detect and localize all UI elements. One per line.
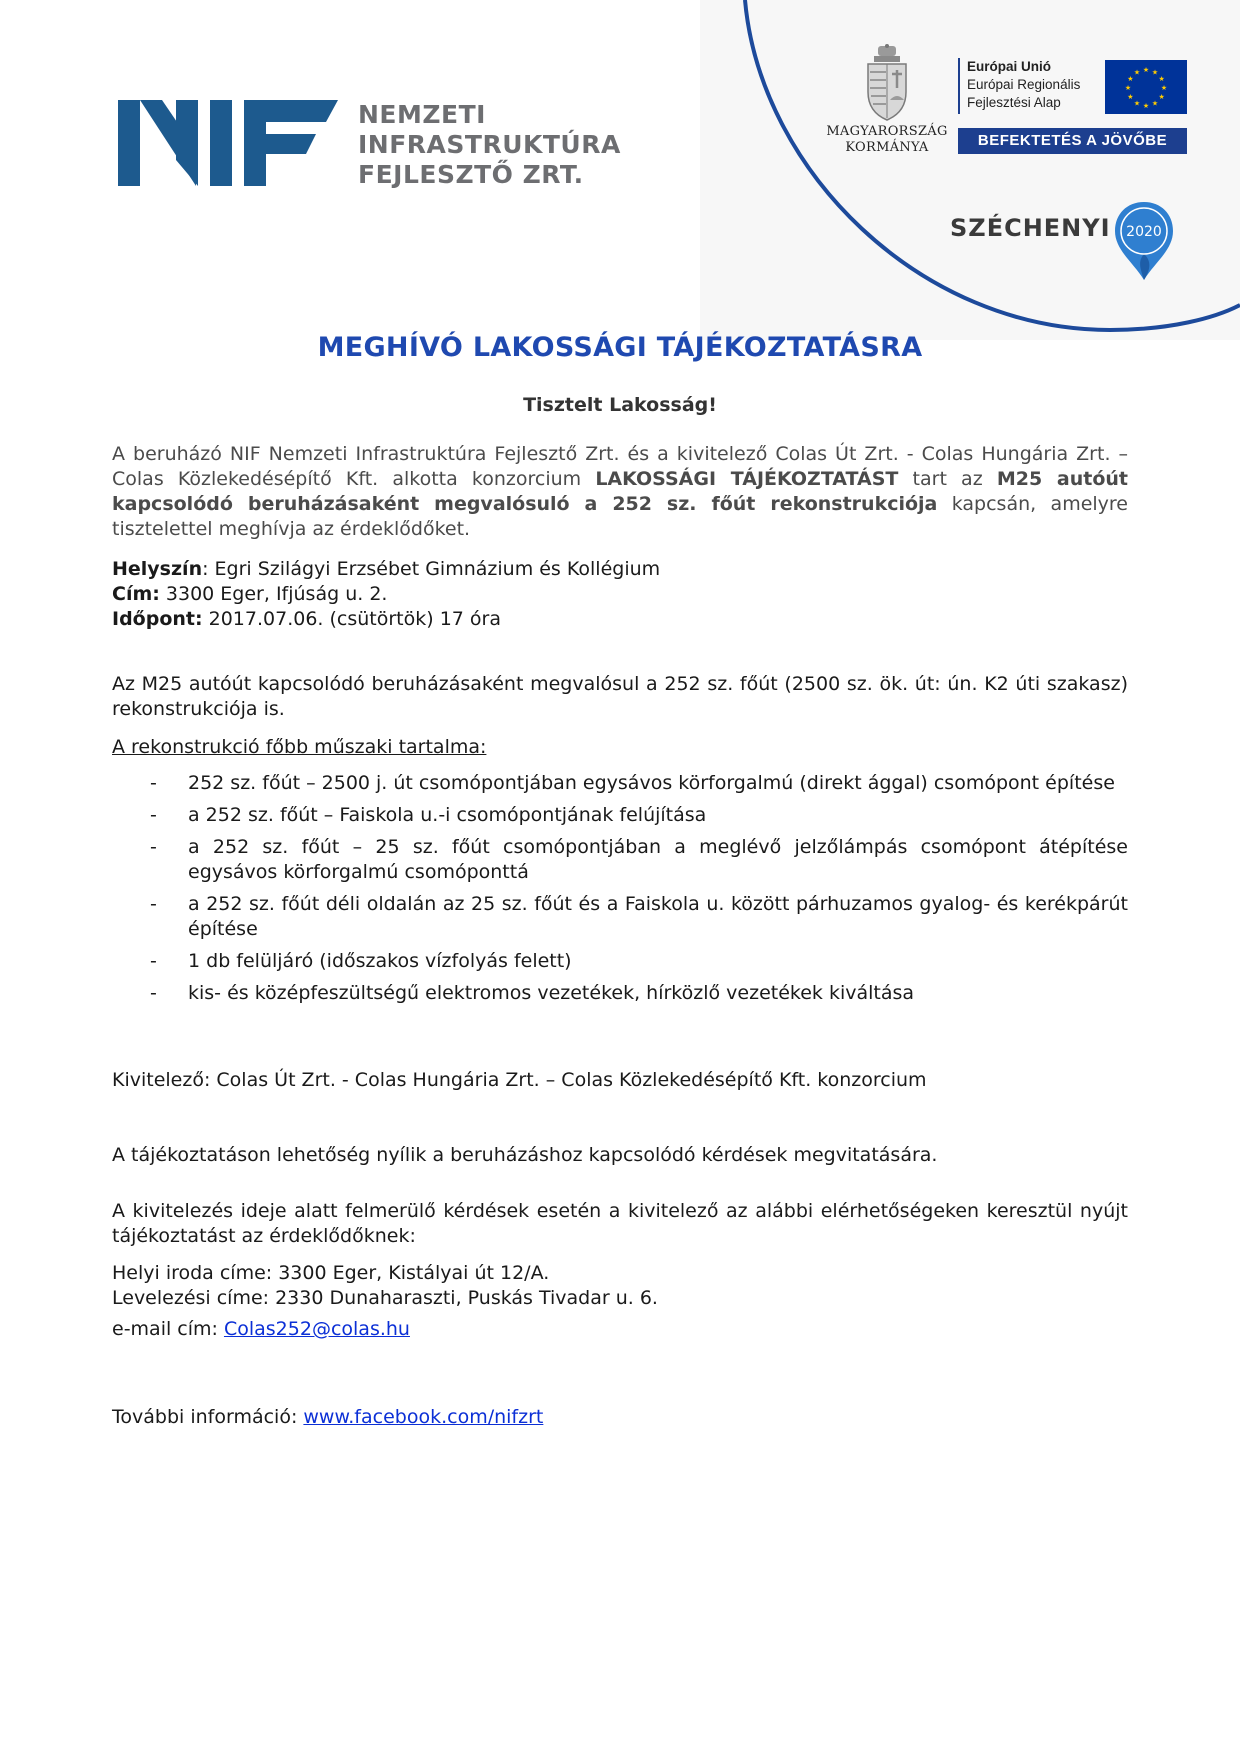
eu-divider	[958, 58, 960, 114]
svg-text:★: ★	[1127, 75, 1134, 83]
time-value: 2017.07.06. (csütörtök) 17 óra	[202, 608, 502, 630]
szechenyi-label: SZÉCHENYI	[950, 214, 1111, 242]
time-row	[112, 607, 1128, 632]
eu-slogan-banner: BEFEKTETÉS A JÖVŐBE	[958, 128, 1187, 154]
location-row	[112, 557, 1128, 582]
contact-intro: A kivitelezés ideje alatt felmerülő kérdések esetén a kivitelező az alábbi elérhetőségeken keresztül nyújt tájékoztatást az érdeklődőknek:	[112, 1200, 1128, 1247]
more-info-label: További információ:	[112, 1406, 304, 1428]
svg-text:★: ★	[1127, 93, 1134, 101]
nif-name-line-1: NEMZETI	[358, 100, 486, 129]
intro-bold-2: M25 autóút kapcsolódó beruházásaként megvalósuló a 252 sz. főút rekonstrukciója	[112, 468, 1129, 515]
list-item	[112, 892, 1128, 942]
work-item-text: a 252 sz. főút – Faiskola u.-i csomópontjának felújítása	[188, 804, 707, 826]
works-list	[112, 771, 1128, 1013]
email-label: e-mail cím:	[112, 1318, 224, 1340]
email-link[interactable]: Colas252@colas.hu	[223, 1318, 410, 1340]
more-info-row	[112, 1405, 1128, 1430]
list-item	[112, 771, 1128, 796]
intro-text-1: A beruházó NIF Nemzeti Infrastruktúra Fejlesztő Zrt. és a kivitelező Colas Út Zrt. - Colas Hungária Zrt. – Colas Közlekedésépítő Kft. alkotta konzorcium	[112, 443, 1128, 490]
intro-bold-1: LAKOSSÁGI TÁJÉKOZTATÁST	[595, 468, 899, 490]
nif-logo-icon	[118, 100, 338, 190]
location-label: Helyszín	[112, 558, 203, 580]
svg-text:★: ★	[1142, 66, 1150, 74]
contact-details	[112, 1261, 1128, 1342]
intro-text-3: kapcsán, amelyre tisztelettel meghívja az érdeklődőket.	[112, 493, 1128, 540]
facebook-link[interactable]: www.facebook.com/nifzrt	[303, 1406, 544, 1428]
bullet-dash: -	[150, 893, 157, 915]
summary-paragraph: Az M25 autóút kapcsolódó beruházásaként megvalósul a 252 sz. főút (2500 sz. ök. út: ún. K2 úti szakasz) rekonstrukciója is.	[112, 673, 1128, 720]
szechenyi-year: 2020	[1126, 224, 1162, 240]
list-item	[112, 803, 1128, 828]
address-row	[112, 582, 1128, 607]
svg-text:★: ★	[1158, 75, 1165, 83]
nif-name-line-3: FEJLESZTŐ ZRT.	[358, 160, 584, 189]
discussion-line: A tájékoztatáson lehetőség nyílik a beruházáshoz kapcsolódó kérdések megvitatására.	[112, 1144, 938, 1166]
svg-text:★: ★	[1133, 99, 1141, 108]
work-item-text: 252 sz. főút – 2500 j. út csomópontjában egysávos körforgalmú (direkt ággal) csomópont építése	[188, 772, 1115, 794]
eu-line-2: Európai Regionális	[967, 77, 1081, 92]
postal-address: Levelezési címe: 2330 Dunaharaszti, Puskás Tivadar u. 6.	[112, 1287, 658, 1309]
event-details	[112, 557, 1128, 632]
svg-text:★: ★	[1160, 84, 1168, 92]
gov-name-line-1: MAGYARORSZÁG	[826, 124, 948, 139]
greeting: Tisztelt Lakosság!	[523, 394, 717, 416]
work-item-text: a 252 sz. főút déli oldalán az 25 sz. főút és a Faiskola u. között párhuzamos gyalog- és kerékpárút építése	[188, 893, 1128, 940]
svg-text:★: ★	[1142, 102, 1150, 110]
nif-company-name	[358, 100, 621, 190]
svg-text:★: ★	[1124, 84, 1132, 92]
hungarian-coat-of-arms-icon	[862, 44, 912, 122]
nif-name-line-2: INFRASTRUKTÚRA	[358, 130, 621, 159]
works-heading: A rekonstrukció főbb műszaki tartalma:	[112, 736, 487, 758]
eu-line-3: Fejlesztési Alap	[967, 95, 1061, 110]
intro-paragraph	[112, 442, 1128, 542]
page-title: MEGHÍVÓ LAKOSSÁGI TÁJÉKOZTATÁSRA	[317, 332, 923, 363]
eu-fund-name	[967, 58, 1080, 112]
list-item	[112, 949, 1128, 974]
bullet-dash: -	[150, 950, 157, 972]
address-value: 3300 Eger, Ifjúság u. 2.	[159, 583, 388, 605]
svg-text:★: ★	[1158, 93, 1165, 101]
intro-text-2: tart az	[898, 468, 997, 490]
time-label: Időpont:	[112, 608, 203, 630]
bullet-dash: -	[150, 804, 157, 826]
bullet-dash: -	[150, 772, 157, 794]
contractor-line: Kivitelező: Colas Út Zrt. - Colas Hungária Zrt. – Colas Közlekedésépítő Kft. konzorcium	[112, 1069, 927, 1091]
szechenyi-2020-pin-icon	[1113, 200, 1175, 282]
work-item-text: a 252 sz. főút – 25 sz. főút csomópontjában a meglévő jelzőlámpás csomópont átépítése egysávos körforgalmú csomóponttá	[188, 836, 1128, 883]
gov-name-line-2: KORMÁNYA	[845, 140, 929, 155]
office-address: Helyi iroda címe: 3300 Eger, Kistályai út 12/A.	[112, 1262, 550, 1284]
svg-text:★: ★	[1151, 68, 1159, 77]
svg-text:★: ★	[1151, 99, 1159, 108]
location-value: : Egri Szilágyi Erzsébet Gimnázium és Kollégium	[202, 558, 661, 580]
list-item	[112, 981, 1128, 1006]
address-label: Cím:	[112, 583, 160, 605]
bullet-dash: -	[150, 982, 157, 1004]
bullet-dash: -	[150, 836, 157, 858]
list-item	[112, 835, 1128, 885]
work-item-text: kis- és középfeszültségű elektromos vezetékek, hírközlő vezetékek kiváltása	[188, 982, 915, 1004]
government-name	[822, 124, 952, 156]
work-item-text: 1 db felüljáró (időszakos vízfolyás felett)	[188, 950, 572, 972]
eu-flag-icon	[1105, 60, 1187, 114]
svg-text:★: ★	[1133, 68, 1141, 77]
email-row	[112, 1317, 1128, 1342]
eu-line-1: Európai Unió	[967, 59, 1051, 74]
